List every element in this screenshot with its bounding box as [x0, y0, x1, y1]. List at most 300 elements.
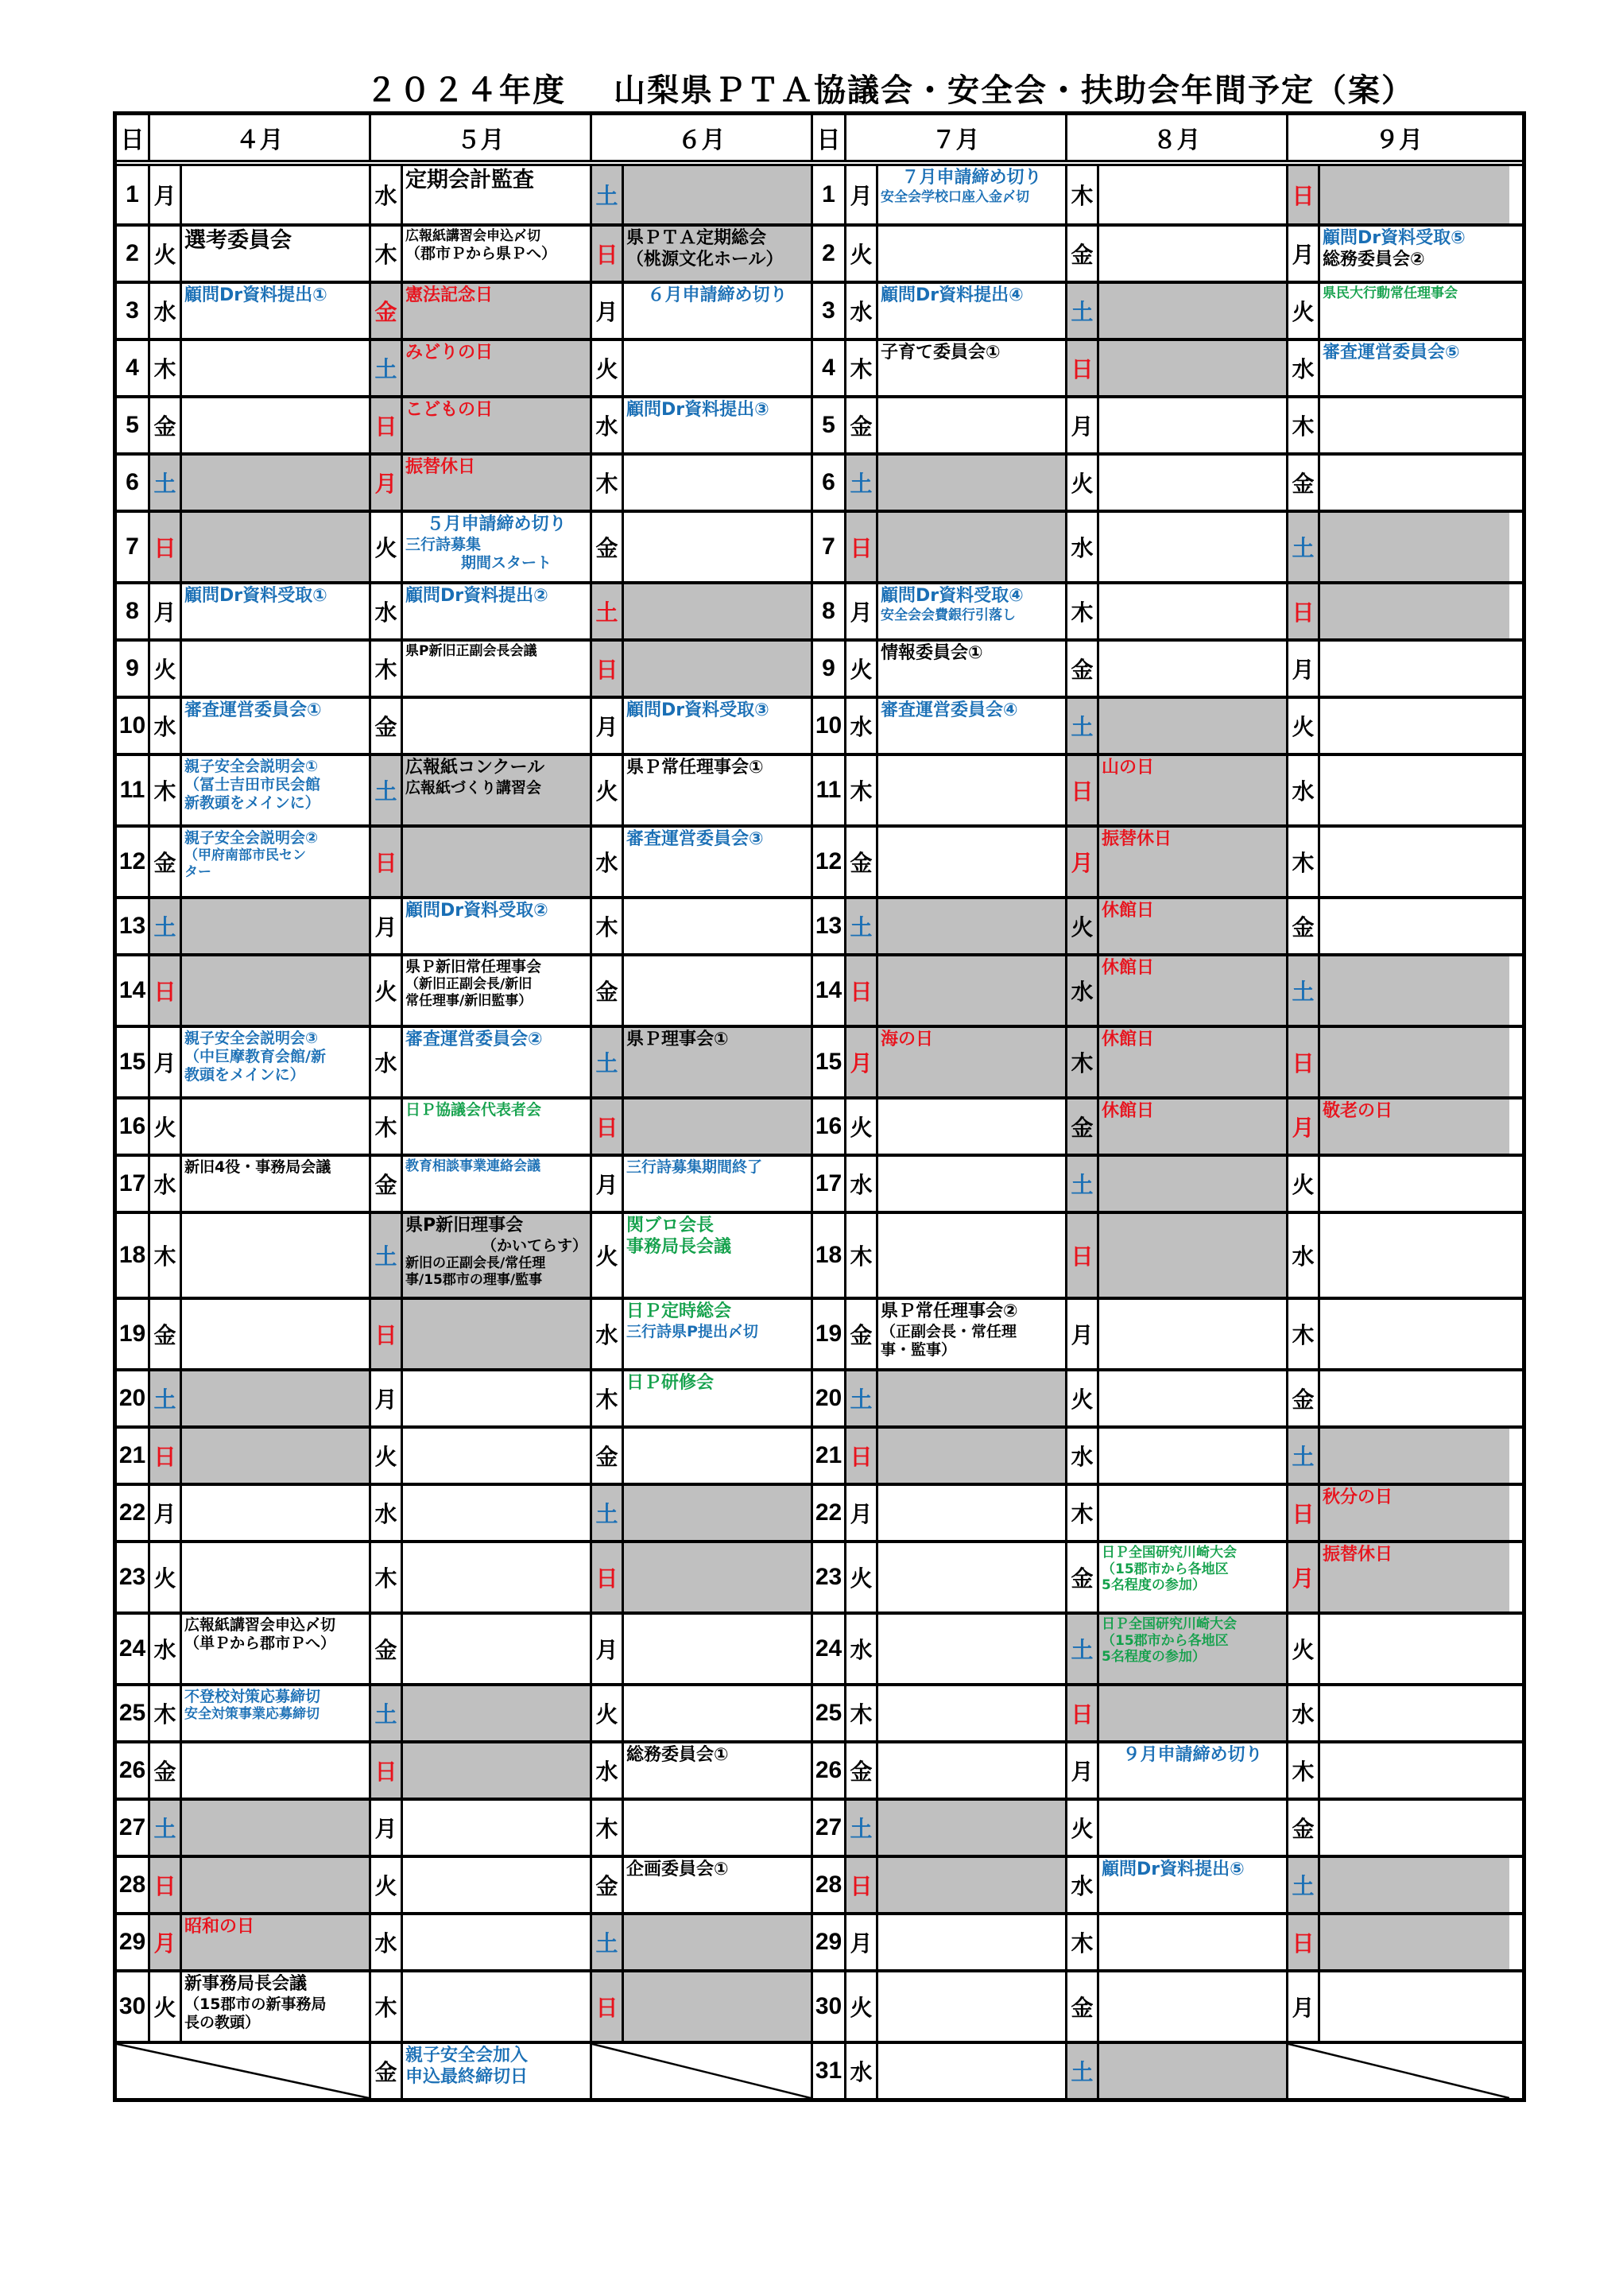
day-number-right: 6: [813, 456, 846, 510]
weekday-may: 月: [371, 899, 403, 953]
table-row: [117, 896, 1522, 953]
weekday-apr: 水: [150, 1157, 182, 1211]
weekday-aug: 金: [1067, 1100, 1099, 1154]
day-number-left: 5: [117, 398, 150, 452]
event-text: 安全会学校口座入金〆切: [881, 188, 1029, 205]
event-text: 振替休日: [405, 457, 476, 477]
event-text: 休館日: [1102, 1101, 1155, 1121]
event-text: （15郡市の新事務局: [184, 1995, 327, 2013]
weekday-jun: 月: [592, 1615, 624, 1683]
event-cell-apr: [182, 1100, 371, 1154]
weekday-sep: 月: [1288, 1100, 1320, 1154]
weekday-aug: 金: [1067, 642, 1099, 696]
weekday-jun: 金: [592, 1858, 624, 1912]
weekday-apr: 火: [150, 1972, 182, 2041]
event-cell-aug: [1099, 1743, 1288, 1798]
weekday-sep: 月: [1288, 1543, 1320, 1611]
weekday-aug: 月: [1067, 828, 1099, 896]
weekday-apr: 火: [150, 1100, 182, 1154]
event-text: 安全会会費銀行引落し: [881, 607, 1016, 623]
weekday-aug: 日: [1067, 341, 1099, 395]
day-number-right: 17: [813, 1157, 846, 1211]
weekday-jun: 水: [592, 1743, 624, 1798]
day-number-left: 25: [117, 1686, 150, 1740]
event-cell-jun: [624, 828, 813, 896]
event-text: 広報紙づくり講習会: [405, 778, 542, 797]
event-cell-apr: [182, 1858, 371, 1912]
table-row: [117, 1912, 1522, 1969]
event-cell-jul: [878, 1801, 1067, 1855]
event-cell-jul: [878, 1214, 1067, 1297]
day-number-right: 22: [813, 1486, 846, 1540]
event-cell-jul: [878, 227, 1067, 281]
day-number-right: 4: [813, 341, 846, 395]
event-cell-jul: [878, 456, 1067, 510]
weekday-aug: 木: [1067, 1915, 1099, 1969]
weekday-sep: 金: [1288, 1801, 1320, 1855]
event-cell-jul: [878, 1743, 1067, 1798]
event-cell-may: [403, 456, 592, 510]
event-cell-may: [403, 956, 592, 1025]
header-month-apr: ４月: [150, 115, 371, 160]
weekday-aug: 日: [1067, 1686, 1099, 1740]
diagonal-strike: [117, 2044, 369, 2098]
table-row: [117, 338, 1522, 395]
weekday-jun: 木: [592, 899, 624, 953]
weekday-may: 火: [371, 1858, 403, 1912]
weekday-jun: 日: [592, 1972, 624, 2041]
event-cell-jun: [624, 1429, 813, 1483]
event-cell-may: [403, 584, 592, 638]
day-number-right: 2: [813, 227, 846, 281]
event-text: 審査運営委員会⑤: [1323, 343, 1460, 363]
weekday-apr: 木: [150, 341, 182, 395]
event-cell-jun: [624, 1858, 813, 1912]
event-cell-aug: [1099, 956, 1288, 1025]
weekday-aug: 金: [1067, 227, 1099, 281]
event-cell-apr: [182, 456, 371, 510]
day-number-right: 25: [813, 1686, 846, 1740]
weekday-jun: 月: [592, 1157, 624, 1211]
event-text: 三行詩県P提出〆切: [626, 1322, 758, 1340]
event-cell-jul: [878, 1486, 1067, 1540]
event-text: 情報委員会①: [881, 643, 983, 663]
event-text: 顧問Dr資料提出③: [626, 400, 769, 420]
day-number-right: 8: [813, 584, 846, 638]
event-cell-sep: [1320, 1615, 1509, 1683]
event-text: 5名程度の参加）: [1102, 1649, 1206, 1666]
weekday-may: 日: [371, 1300, 403, 1368]
weekday-jun: 日: [592, 1543, 624, 1611]
event-text: 顧問Dr資料受取②: [405, 901, 548, 921]
weekday-may: 金: [371, 1615, 403, 1683]
event-cell-sep: [1320, 1429, 1509, 1483]
weekday-jul: 火: [846, 1100, 878, 1154]
weekday-jul: 土: [846, 899, 878, 953]
day-number-left: 22: [117, 1486, 150, 1540]
weekday-aug: 月: [1067, 398, 1099, 452]
day-number-right: 29: [813, 1915, 846, 1969]
event-cell-apr: [182, 1801, 371, 1855]
weekday-jul: 金: [846, 398, 878, 452]
day-number-left: 1: [117, 166, 150, 223]
event-cell-sep: [1320, 513, 1509, 581]
table-row: [117, 395, 1522, 452]
event-text: 長の教頭）: [184, 2014, 261, 2031]
table-header: [117, 115, 1522, 166]
weekday-aug: 水: [1067, 1429, 1099, 1483]
event-cell-may: [403, 828, 592, 896]
event-cell-sep: [1320, 1100, 1509, 1154]
weekday-sep: 日: [1288, 584, 1320, 638]
weekday-may: 金: [371, 284, 403, 338]
weekday-may: 金: [371, 2044, 403, 2098]
weekday-jun: 金: [592, 956, 624, 1025]
weekday-aug: 土: [1067, 699, 1099, 753]
weekday-may: 火: [371, 1429, 403, 1483]
weekday-may: 日: [371, 828, 403, 896]
event-text: ６月申請締め切り: [647, 285, 788, 305]
event-cell-jun: [624, 1743, 813, 1798]
weekday-jun: 水: [592, 828, 624, 896]
event-cell-jun: [624, 1543, 813, 1611]
event-cell-aug: [1099, 1028, 1288, 1096]
event-cell-apr: [182, 1486, 371, 1540]
weekday-sep: 土: [1288, 956, 1320, 1025]
event-text: 安全対策事業応募締切: [184, 1706, 320, 1723]
event-cell-aug: [1099, 1429, 1288, 1483]
event-cell-aug: [1099, 227, 1288, 281]
day-number-right: 27: [813, 1801, 846, 1855]
event-cell-apr: [182, 341, 371, 395]
event-text: 県P新旧正副会長会議: [405, 643, 537, 659]
event-cell-may: [403, 1743, 592, 1798]
event-text: （15郡市から各地区: [1102, 1632, 1229, 1649]
weekday-jul: 日: [846, 1858, 878, 1912]
day-number-left: 8: [117, 584, 150, 638]
event-cell-may: [403, 1543, 592, 1611]
annual-schedule-table: [113, 111, 1526, 2102]
event-cell-aug: [1099, 1371, 1288, 1425]
event-cell-jul: [878, 2044, 1067, 2098]
event-text: ７月申請締め切り: [901, 168, 1042, 188]
event-cell-jun: [624, 699, 813, 753]
day-number-right: 16: [813, 1100, 846, 1154]
table-row: [117, 1798, 1522, 1855]
event-cell-jul: [878, 1429, 1067, 1483]
event-text: 三行詩募集: [405, 535, 482, 553]
header-month-jun: ６月: [592, 115, 813, 160]
event-cell-aug: [1099, 584, 1288, 638]
weekday-may: 木: [371, 642, 403, 696]
weekday-apr: 木: [150, 756, 182, 824]
weekday-aug: 木: [1067, 166, 1099, 223]
event-cell-aug: [1099, 1801, 1288, 1855]
event-text: （甲府南部市民セン: [184, 847, 306, 864]
weekday-jun: 木: [592, 456, 624, 510]
day-number-right: 5: [813, 398, 846, 452]
event-cell-apr: [182, 1028, 371, 1096]
day-number-right: 24: [813, 1615, 846, 1683]
event-text: （15郡市から各地区: [1102, 1561, 1229, 1577]
event-text: 顧問Dr資料受取①: [184, 586, 327, 606]
table-row: [117, 1096, 1522, 1154]
table-row: [117, 1368, 1522, 1425]
weekday-jul: 土: [846, 1371, 878, 1425]
weekday-aug: 水: [1067, 513, 1099, 581]
event-text: （冨士吉田市民会館: [184, 776, 321, 794]
empty-april-31: [117, 2044, 371, 2098]
event-text: 審査運営委員会④: [881, 700, 1018, 720]
weekday-jul: 日: [846, 513, 878, 581]
event-text: （かいてらす）: [481, 1236, 587, 1255]
event-cell-jun: [624, 1028, 813, 1096]
table-row: [117, 753, 1522, 824]
weekday-aug: 金: [1067, 1543, 1099, 1611]
weekday-jul: 月: [846, 1028, 878, 1096]
table-row: [117, 223, 1522, 281]
event-cell-jun: [624, 341, 813, 395]
weekday-may: 水: [371, 1486, 403, 1540]
event-cell-aug: [1099, 166, 1288, 223]
weekday-sep: 日: [1288, 1028, 1320, 1096]
event-cell-jul: [878, 1972, 1067, 2041]
event-text: 山の日: [1102, 758, 1155, 778]
weekday-sep: 金: [1288, 456, 1320, 510]
event-cell-sep: [1320, 956, 1509, 1025]
event-cell-aug: [1099, 642, 1288, 696]
event-cell-jun: [624, 1486, 813, 1540]
event-cell-apr: [182, 1300, 371, 1368]
weekday-aug: 木: [1067, 1028, 1099, 1096]
event-cell-apr: [182, 1915, 371, 1969]
event-cell-apr: [182, 1543, 371, 1611]
weekday-sep: 水: [1288, 1686, 1320, 1740]
weekday-apr: 水: [150, 1615, 182, 1683]
event-cell-jul: [878, 1858, 1067, 1912]
weekday-jun: 木: [592, 1801, 624, 1855]
event-cell-may: [403, 166, 592, 223]
event-text: 県Ｐ新旧常任理事会: [405, 958, 542, 975]
weekday-aug: 土: [1067, 284, 1099, 338]
weekday-jul: 水: [846, 1157, 878, 1211]
event-cell-may: [403, 1615, 592, 1683]
weekday-may: 日: [371, 1743, 403, 1798]
event-cell-may: [403, 398, 592, 452]
event-cell-apr: [182, 1972, 371, 2041]
day-number-right: 20: [813, 1371, 846, 1425]
weekday-jul: 日: [846, 1429, 878, 1483]
event-text: 顧問Dr資料受取③: [626, 700, 769, 720]
event-cell-sep: [1320, 166, 1509, 223]
event-cell-may: [403, 1371, 592, 1425]
weekday-aug: 土: [1067, 1615, 1099, 1683]
event-cell-sep: [1320, 756, 1509, 824]
event-cell-sep: [1320, 341, 1509, 395]
weekday-jul: 土: [846, 456, 878, 510]
weekday-apr: 月: [150, 1486, 182, 1540]
event-text: みどりの日: [405, 343, 494, 363]
event-cell-jul: [878, 1543, 1067, 1611]
event-cell-aug: [1099, 341, 1288, 395]
day-number-left: 27: [117, 1801, 150, 1855]
event-text: 県Ｐ常任理事会①: [626, 758, 764, 778]
event-cell-sep: [1320, 1543, 1509, 1611]
weekday-aug: 日: [1067, 1214, 1099, 1297]
event-text: 審査運営委員会①: [184, 700, 322, 720]
event-text: 日Ｐ全国研究川崎大会: [1102, 1545, 1237, 1561]
day-number-left: 30: [117, 1972, 150, 2041]
weekday-jul: 金: [846, 1743, 878, 1798]
weekday-jun: 月: [592, 284, 624, 338]
day-number-right: 31: [813, 2044, 846, 2098]
event-text: 振替休日: [1323, 1545, 1393, 1565]
event-text: 顧問Dr資料提出①: [184, 285, 327, 305]
header-month-sep: ９月: [1375, 126, 1423, 154]
weekday-jul: 水: [846, 2044, 878, 2098]
event-cell-sep: [1320, 584, 1509, 638]
weekday-jun: 木: [592, 1371, 624, 1425]
weekday-may: 水: [371, 1915, 403, 1969]
weekday-sep: 火: [1288, 1157, 1320, 1211]
event-cell-sep: [1320, 1858, 1509, 1912]
event-cell-jul: [878, 1028, 1067, 1096]
event-cell-may: [403, 1028, 592, 1096]
weekday-aug: 日: [1067, 756, 1099, 824]
event-cell-aug: [1099, 1543, 1288, 1611]
event-cell-may: [403, 1157, 592, 1211]
event-cell-sep: [1320, 1157, 1509, 1211]
event-text: 秋分の日: [1323, 1487, 1393, 1507]
event-cell-aug: [1099, 1972, 1288, 2041]
weekday-jun: 日: [592, 227, 624, 281]
day-number-right: 18: [813, 1214, 846, 1297]
event-cell-jun: [624, 1100, 813, 1154]
weekday-sep: 土: [1288, 1429, 1320, 1483]
event-cell-sep: [1320, 1801, 1509, 1855]
event-cell-jun: [624, 756, 813, 824]
event-text: 新事務局長会議: [184, 1974, 308, 1994]
table-row: [117, 1611, 1522, 1683]
weekday-sep: 水: [1288, 1214, 1320, 1297]
event-cell-jun: [624, 1300, 813, 1368]
event-text: ９月申請締め切り: [1122, 1745, 1263, 1765]
header-month-jul: ７月: [846, 115, 1067, 160]
event-cell-may: [403, 341, 592, 395]
event-cell-sep: [1320, 1371, 1509, 1425]
weekday-apr: 火: [150, 227, 182, 281]
day-number-right: 21: [813, 1429, 846, 1483]
weekday-apr: 日: [150, 513, 182, 581]
weekday-sep: 日: [1288, 1915, 1320, 1969]
weekday-may: 日: [371, 398, 403, 452]
table-row: [117, 1211, 1522, 1297]
weekday-may: 金: [371, 699, 403, 753]
event-text: 休館日: [1102, 958, 1155, 978]
weekday-may: 水: [371, 1028, 403, 1096]
event-cell-jun: [624, 456, 813, 510]
day-number-left: 4: [117, 341, 150, 395]
day-number-left: 17: [117, 1157, 150, 1211]
header-month-aug: ８月: [1067, 115, 1288, 160]
day-number-left: 24: [117, 1615, 150, 1683]
event-cell-jun: [624, 584, 813, 638]
weekday-may: 水: [371, 584, 403, 638]
header-month-may: ５月: [371, 115, 592, 160]
weekday-jul: 月: [846, 584, 878, 638]
weekday-sep: 火: [1288, 1615, 1320, 1683]
event-cell-may: [403, 1429, 592, 1483]
weekday-jul: 木: [846, 1686, 878, 1740]
weekday-sep: 土: [1288, 1858, 1320, 1912]
event-cell-may: [403, 513, 592, 581]
event-cell-jun: [624, 1801, 813, 1855]
event-cell-aug: [1099, 1686, 1288, 1740]
weekday-apr: 金: [150, 1743, 182, 1798]
weekday-aug: 火: [1067, 1801, 1099, 1855]
weekday-jul: 木: [846, 1214, 878, 1297]
event-text: 敬老の日: [1323, 1101, 1393, 1121]
event-text: （新旧正副会長/新旧: [405, 976, 533, 993]
event-cell-sep: [1320, 828, 1509, 896]
event-text: 日Ｐ研修会: [626, 1373, 715, 1393]
event-cell-sep: [1320, 456, 1509, 510]
day-number-left: 3: [117, 284, 150, 338]
day-number-left: 6: [117, 456, 150, 510]
day-number-right: 30: [813, 1972, 846, 2041]
event-cell-jun: [624, 1214, 813, 1297]
event-cell-aug: [1099, 1214, 1288, 1297]
event-cell-sep: [1320, 1028, 1509, 1096]
event-cell-apr: [182, 584, 371, 638]
table-row: [117, 824, 1522, 896]
event-text: 昭和の日: [184, 1917, 255, 1937]
day-number-left: 28: [117, 1858, 150, 1912]
event-cell-jul: [878, 1157, 1067, 1211]
day-number-left: 12: [117, 828, 150, 896]
weekday-sep: 金: [1288, 899, 1320, 953]
table-row: [117, 1154, 1522, 1211]
weekday-apr: 水: [150, 699, 182, 753]
event-cell-jun: [624, 1686, 813, 1740]
event-text: 日Ｐ定時総会: [626, 1301, 732, 1321]
event-cell-may: [403, 284, 592, 338]
event-text: 三行詩募集期間終了: [626, 1158, 763, 1176]
event-cell-apr: [182, 756, 371, 824]
event-cell-may: [403, 699, 592, 753]
event-cell-aug: [1099, 1615, 1288, 1683]
day-number-right: 19: [813, 1300, 846, 1368]
event-cell-aug: [1099, 1300, 1288, 1368]
weekday-apr: 金: [150, 398, 182, 452]
weekday-aug: 金: [1067, 1972, 1099, 2041]
event-text: 親子安全会説明会①: [184, 758, 319, 775]
day-number-left: 20: [117, 1371, 150, 1425]
table-row: [117, 953, 1522, 1025]
weekday-may: 月: [371, 1801, 403, 1855]
event-text: 県民大行動常任理事会: [1323, 285, 1458, 301]
event-text: 事務局長会議: [626, 1236, 732, 1257]
event-cell-may: [403, 642, 592, 696]
event-cell-may: [403, 2044, 592, 2098]
weekday-jul: 日: [846, 956, 878, 1025]
event-cell-may: [403, 1972, 592, 2041]
event-text: 関ブロ会長: [626, 1216, 715, 1235]
event-cell-jul: [878, 584, 1067, 638]
weekday-sep: 木: [1288, 828, 1320, 896]
event-cell-aug: [1099, 1915, 1288, 1969]
event-cell-jun: [624, 642, 813, 696]
